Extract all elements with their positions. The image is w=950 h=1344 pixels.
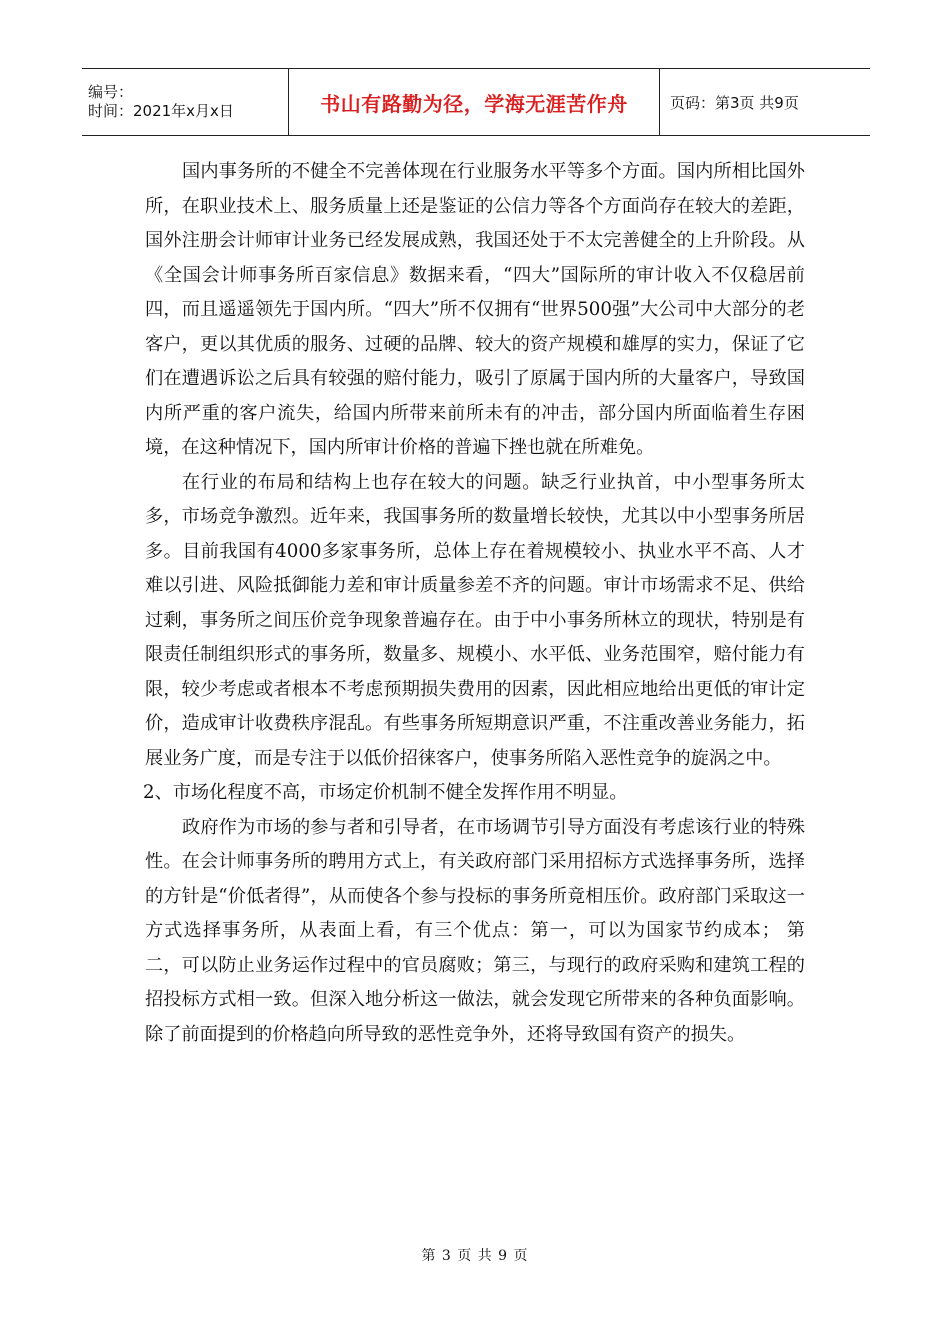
- document-header: [82, 68, 870, 136]
- number-label: 编号：: [88, 83, 134, 101]
- paragraph-1: 国内事务所的不健全不完善体现在行业服务水平等多个方面。国内所相比国外所，在职业技术上、服务质量上还是鉴证的公信力等各个方面尚存在较大的差距，国外注册会计师审计业务已经发展成熟，我国还处于不太完善健全的上升阶段。从《全国会计师事务所百家信息》数据来看，“四大”国际所的审计收入不仅稳居前四，而且遥遥领先于国内所。“四大”所不仅拥有“世界500强”大公司中大部分的老客户，更以其优质的服务、过硬的品牌、较大的资产规模和雄厚的实力，保证了它们在遭遇诉讼之后具有较强的赔付能力，吸引了原属于国内所的大量客户，导致国内所严重的客户流失，给国内所带来前所未有的冲击，部分国内所面临着生存困境，在这种情况下，国内所审计价格的普遍下挫也就在所难免。: [145, 161, 805, 458]
- paragraph-3: 政府作为市场的参与者和引导者，在市场调节引导方面没有考虑该行业的特殊性。在会计师事务所的聘用方式上，有关政府部门采用招标方式选择事务所，选择的方针是“价低者得”，从而使各个参与投标的事务所竟相压价。政府部门采取这一方式选择事务所，从表面上看，有三个优点：第一，可以为国家节约成本； 第二，可以防止业务运作过程中的官员腐败；第三，与现行的政府采购和建筑工程的招投标方式相一致。但深入地分析这一做法，就会发现它所带来的各种负面影响。除了前面提到的价格趋向所导致的恶性竞争外，还将导致国有资产的损失。: [145, 816, 805, 1045]
- date-label: 时间：2021年x月x日: [88, 102, 234, 120]
- paragraph-2: 在行业的布局和结构上也存在较大的问题。缺乏行业执首，中小型事务所太多，市场竞争激烈。近年来，我国事务所的数量增长较快，尤其以中小型事务所居多。目前我国有4000多家事务所，总体上存在着规模较小、执业水平不高、人才难以引进、风险抵御能力差和审计质量参差不齐的问题。审计市场需求不足、供给过剩，事务所之间压价竞争现象普遍存在。由于中小事务所林立的现状，特别是有限责任制组织形式的事务所，数量多、规模小、水平低、业务范围窄，赔付能力有限，较少考虑或者根本不考虑预期损失费用的因素，因此相应地给出更低的审计定价，造成审计收费秩序混乱。有些事务所短期意识严重，不注重改善业务能力，拓展业务广度，而是专注于以低价招徕客户，使事务所陷入恶性竞争的旋涡之中。: [145, 471, 805, 769]
- page-footer: 第 3 页 共 9 页: [421, 1248, 529, 1264]
- header-motto-cell: [289, 69, 660, 136]
- document-body: [145, 155, 805, 1052]
- section-heading-2: 2、市场化程度不高，市场定价机制不健全发挥作用不明显。: [143, 782, 628, 803]
- header-page-info: 页码：第3页 共9页: [670, 93, 799, 112]
- header-meta: [82, 69, 289, 136]
- header-motto: 书山有路勤为径，学海无涯苦作舟: [320, 91, 628, 116]
